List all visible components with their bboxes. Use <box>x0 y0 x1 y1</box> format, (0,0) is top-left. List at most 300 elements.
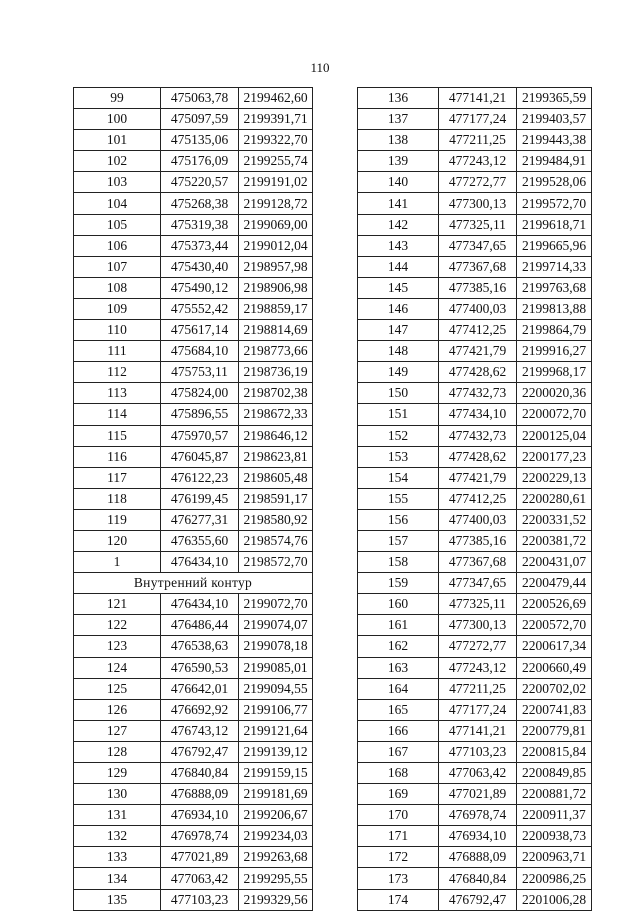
point-number-cell: 131 <box>74 805 161 826</box>
x-coordinate-cell: 475135,06 <box>161 130 239 151</box>
table-row <box>74 109 313 130</box>
y-coordinate-cell: 2199403,57 <box>517 109 592 130</box>
x-coordinate-cell: 477432,73 <box>439 383 517 404</box>
y-coordinate-cell: 2199094,55 <box>239 678 313 699</box>
x-coordinate-cell: 476642,01 <box>161 678 239 699</box>
y-coordinate-cell: 2200702,02 <box>517 678 592 699</box>
x-coordinate-cell: 476792,47 <box>161 741 239 762</box>
point-number-cell: 119 <box>74 509 161 530</box>
table-row <box>358 341 592 362</box>
table-row <box>74 383 313 404</box>
point-number-cell: 100 <box>74 109 161 130</box>
x-coordinate-cell: 477412,25 <box>439 488 517 509</box>
y-coordinate-cell: 2199074,07 <box>239 615 313 636</box>
y-coordinate-cell: 2199443,38 <box>517 130 592 151</box>
x-coordinate-cell: 477412,25 <box>439 320 517 341</box>
y-coordinate-cell: 2199078,18 <box>239 636 313 657</box>
y-coordinate-cell: 2199085,01 <box>239 657 313 678</box>
y-coordinate-cell: 2199714,33 <box>517 256 592 277</box>
x-coordinate-cell: 475268,38 <box>161 193 239 214</box>
table-row <box>358 678 592 699</box>
x-coordinate-cell: 477385,16 <box>439 530 517 551</box>
table-row <box>74 699 313 720</box>
y-coordinate-cell: 2200125,04 <box>517 425 592 446</box>
table-row <box>74 594 313 615</box>
point-number-cell: 133 <box>74 847 161 868</box>
point-number-cell: 173 <box>358 868 439 889</box>
table-row <box>74 298 313 319</box>
point-number-cell: 137 <box>358 109 439 130</box>
x-coordinate-cell: 476792,47 <box>439 889 517 910</box>
table-row <box>358 277 592 298</box>
y-coordinate-cell: 2199916,27 <box>517 341 592 362</box>
y-coordinate-cell: 2199391,71 <box>239 109 313 130</box>
point-number-cell: 108 <box>74 277 161 298</box>
point-number-cell: 125 <box>74 678 161 699</box>
table-row <box>74 530 313 551</box>
x-coordinate-cell: 476199,45 <box>161 488 239 509</box>
table-row <box>358 193 592 214</box>
y-coordinate-cell: 2200072,70 <box>517 404 592 425</box>
table-row <box>358 573 592 594</box>
table-row <box>74 847 313 868</box>
y-coordinate-cell: 2200431,07 <box>517 552 592 573</box>
y-coordinate-cell: 2199864,79 <box>517 320 592 341</box>
point-number-cell: 114 <box>74 404 161 425</box>
table-row <box>358 362 592 383</box>
x-coordinate-cell: 476840,84 <box>439 868 517 889</box>
x-coordinate-cell: 475220,57 <box>161 172 239 193</box>
point-number-cell: 124 <box>74 657 161 678</box>
table-row <box>74 362 313 383</box>
x-coordinate-cell: 477141,21 <box>439 720 517 741</box>
table-row <box>358 320 592 341</box>
point-number-cell: 128 <box>74 741 161 762</box>
point-number-cell: 152 <box>358 425 439 446</box>
x-coordinate-cell: 475373,44 <box>161 235 239 256</box>
point-number-cell: 130 <box>74 784 161 805</box>
x-coordinate-cell: 475824,00 <box>161 383 239 404</box>
x-coordinate-cell: 477385,16 <box>439 277 517 298</box>
x-coordinate-cell: 477434,10 <box>439 404 517 425</box>
y-coordinate-cell: 2200815,84 <box>517 741 592 762</box>
table-row <box>74 488 313 509</box>
point-number-cell: 169 <box>358 784 439 805</box>
x-coordinate-cell: 475319,38 <box>161 214 239 235</box>
point-number-cell: 151 <box>358 404 439 425</box>
y-coordinate-cell: 2199295,55 <box>239 868 313 889</box>
point-number-cell: 109 <box>74 298 161 319</box>
point-number-cell: 155 <box>358 488 439 509</box>
table-row <box>74 425 313 446</box>
point-number-cell: 174 <box>358 889 439 910</box>
table-row <box>358 404 592 425</box>
y-coordinate-cell: 2198672,33 <box>239 404 313 425</box>
point-number-cell: 162 <box>358 636 439 657</box>
y-coordinate-cell: 2199121,64 <box>239 720 313 741</box>
x-coordinate-cell: 476045,87 <box>161 446 239 467</box>
point-number-cell: 126 <box>74 699 161 720</box>
y-coordinate-cell: 2200779,81 <box>517 720 592 741</box>
y-coordinate-cell: 2198591,17 <box>239 488 313 509</box>
point-number-cell: 145 <box>358 277 439 298</box>
y-coordinate-cell: 2200849,85 <box>517 763 592 784</box>
table-row <box>358 235 592 256</box>
y-coordinate-cell: 2200986,25 <box>517 868 592 889</box>
coordinates-table-left <box>73 87 313 911</box>
point-number-cell: 168 <box>358 763 439 784</box>
y-coordinate-cell: 2200177,23 <box>517 446 592 467</box>
y-coordinate-cell: 2198574,76 <box>239 530 313 551</box>
y-coordinate-cell: 2200572,70 <box>517 615 592 636</box>
x-coordinate-cell: 477367,68 <box>439 256 517 277</box>
point-number-cell: 146 <box>358 298 439 319</box>
x-coordinate-cell: 475097,59 <box>161 109 239 130</box>
x-coordinate-cell: 477347,65 <box>439 573 517 594</box>
point-number-cell: 122 <box>74 615 161 636</box>
y-coordinate-cell: 2200963,71 <box>517 847 592 868</box>
table-row <box>74 214 313 235</box>
point-number-cell: 170 <box>358 805 439 826</box>
table-row <box>358 130 592 151</box>
table-row <box>358 868 592 889</box>
table-row <box>358 594 592 615</box>
point-number-cell: 147 <box>358 320 439 341</box>
x-coordinate-cell: 476590,53 <box>161 657 239 678</box>
table-row <box>74 130 313 151</box>
y-coordinate-cell: 2201006,28 <box>517 889 592 910</box>
point-number-cell: 110 <box>74 320 161 341</box>
x-coordinate-cell: 477177,24 <box>439 699 517 720</box>
y-coordinate-cell: 2199234,03 <box>239 826 313 847</box>
point-number-cell: 127 <box>74 720 161 741</box>
table-row <box>74 784 313 805</box>
point-number-cell: 154 <box>358 467 439 488</box>
x-coordinate-cell: 477421,79 <box>439 467 517 488</box>
x-coordinate-cell: 476486,44 <box>161 615 239 636</box>
table-row <box>358 214 592 235</box>
y-coordinate-cell: 2199813,88 <box>517 298 592 319</box>
x-coordinate-cell: 477272,77 <box>439 636 517 657</box>
y-coordinate-cell: 2200741,83 <box>517 699 592 720</box>
x-coordinate-cell: 476277,31 <box>161 509 239 530</box>
y-coordinate-cell: 2198646,12 <box>239 425 313 446</box>
table-row <box>74 172 313 193</box>
point-number-cell: 106 <box>74 235 161 256</box>
table-row <box>358 784 592 805</box>
y-coordinate-cell: 2198702,38 <box>239 383 313 404</box>
table-row <box>74 320 313 341</box>
table-row <box>358 151 592 172</box>
y-coordinate-cell: 2198957,98 <box>239 256 313 277</box>
table-row <box>358 509 592 530</box>
section-heading: Внутренний контур <box>74 573 313 594</box>
point-number-cell: 166 <box>358 720 439 741</box>
y-coordinate-cell: 2198773,66 <box>239 341 313 362</box>
point-number-cell: 101 <box>74 130 161 151</box>
y-coordinate-cell: 2199329,56 <box>239 889 313 910</box>
point-number-cell: 157 <box>358 530 439 551</box>
x-coordinate-cell: 476978,74 <box>161 826 239 847</box>
x-coordinate-cell: 477428,62 <box>439 362 517 383</box>
table-row <box>74 889 313 910</box>
table-row <box>358 636 592 657</box>
table-row <box>74 636 313 657</box>
y-coordinate-cell: 2199763,68 <box>517 277 592 298</box>
table-row <box>74 826 313 847</box>
x-coordinate-cell: 477021,89 <box>439 784 517 805</box>
y-coordinate-cell: 2199159,15 <box>239 763 313 784</box>
y-coordinate-cell: 2200280,61 <box>517 488 592 509</box>
y-coordinate-cell: 2198736,19 <box>239 362 313 383</box>
point-number-cell: 160 <box>358 594 439 615</box>
y-coordinate-cell: 2199665,96 <box>517 235 592 256</box>
table-row <box>358 699 592 720</box>
x-coordinate-cell: 477243,12 <box>439 151 517 172</box>
table-row <box>74 678 313 699</box>
y-coordinate-cell: 2199255,74 <box>239 151 313 172</box>
table-row <box>358 172 592 193</box>
table-row <box>358 425 592 446</box>
table-row <box>74 256 313 277</box>
point-number-cell: 99 <box>74 88 161 109</box>
table-row <box>74 720 313 741</box>
y-coordinate-cell: 2199484,91 <box>517 151 592 172</box>
point-number-cell: 116 <box>74 446 161 467</box>
point-number-cell: 164 <box>358 678 439 699</box>
point-number-cell: 134 <box>74 868 161 889</box>
x-coordinate-cell: 476978,74 <box>439 805 517 826</box>
page-number: 110 <box>310 60 330 75</box>
point-number-cell: 139 <box>358 151 439 172</box>
table-row <box>74 404 313 425</box>
y-coordinate-cell: 2199072,70 <box>239 594 313 615</box>
point-number-cell: 105 <box>74 214 161 235</box>
table-row <box>74 741 313 762</box>
y-coordinate-cell: 2198859,17 <box>239 298 313 319</box>
table-row <box>358 88 592 109</box>
table-row <box>358 847 592 868</box>
x-coordinate-cell: 476888,09 <box>439 847 517 868</box>
table-row <box>358 552 592 573</box>
x-coordinate-cell: 477400,03 <box>439 298 517 319</box>
point-number-cell: 149 <box>358 362 439 383</box>
y-coordinate-cell: 2200479,44 <box>517 573 592 594</box>
point-number-cell: 153 <box>358 446 439 467</box>
y-coordinate-cell: 2200660,49 <box>517 657 592 678</box>
y-coordinate-cell: 2199572,70 <box>517 193 592 214</box>
x-coordinate-cell: 477272,77 <box>439 172 517 193</box>
y-coordinate-cell: 2198623,81 <box>239 446 313 467</box>
point-number-cell: 118 <box>74 488 161 509</box>
point-number-cell: 144 <box>358 256 439 277</box>
y-coordinate-cell: 2198580,92 <box>239 509 313 530</box>
point-number-cell: 117 <box>74 467 161 488</box>
y-coordinate-cell: 2200911,37 <box>517 805 592 826</box>
x-coordinate-cell: 477103,23 <box>439 741 517 762</box>
x-coordinate-cell: 476434,10 <box>161 594 239 615</box>
x-coordinate-cell: 475684,10 <box>161 341 239 362</box>
x-coordinate-cell: 475896,55 <box>161 404 239 425</box>
y-coordinate-cell: 2199968,17 <box>517 362 592 383</box>
table-row <box>74 615 313 636</box>
table-row <box>358 298 592 319</box>
point-number-cell: 121 <box>74 594 161 615</box>
x-coordinate-cell: 477325,11 <box>439 214 517 235</box>
table-row <box>358 826 592 847</box>
y-coordinate-cell: 2199263,68 <box>239 847 313 868</box>
table-row <box>74 446 313 467</box>
point-number-cell: 141 <box>358 193 439 214</box>
x-coordinate-cell: 477103,23 <box>161 889 239 910</box>
table-row <box>358 889 592 910</box>
x-coordinate-cell: 476434,10 <box>161 552 239 573</box>
x-coordinate-cell: 476934,10 <box>161 805 239 826</box>
y-coordinate-cell: 2199181,69 <box>239 784 313 805</box>
y-coordinate-cell: 2199069,00 <box>239 214 313 235</box>
point-number-cell: 115 <box>74 425 161 446</box>
x-coordinate-cell: 476122,23 <box>161 467 239 488</box>
y-coordinate-cell: 2198906,98 <box>239 277 313 298</box>
y-coordinate-cell: 2199139,12 <box>239 741 313 762</box>
point-number-cell: 107 <box>74 256 161 277</box>
table-row <box>74 277 313 298</box>
table-row <box>358 383 592 404</box>
point-number-cell: 1 <box>74 552 161 573</box>
x-coordinate-cell: 477428,62 <box>439 446 517 467</box>
y-coordinate-cell: 2199618,71 <box>517 214 592 235</box>
x-coordinate-cell: 477141,21 <box>439 88 517 109</box>
point-number-cell: 113 <box>74 383 161 404</box>
point-number-cell: 138 <box>358 130 439 151</box>
point-number-cell: 163 <box>358 657 439 678</box>
table-row <box>74 552 313 573</box>
table-row <box>358 467 592 488</box>
y-coordinate-cell: 2199191,02 <box>239 172 313 193</box>
table-row <box>74 193 313 214</box>
x-coordinate-cell: 477347,65 <box>439 235 517 256</box>
point-number-cell: 136 <box>358 88 439 109</box>
table-row <box>74 805 313 826</box>
point-number-cell: 172 <box>358 847 439 868</box>
table-row <box>74 868 313 889</box>
table-row <box>358 657 592 678</box>
section-row <box>74 573 313 594</box>
table-row <box>358 741 592 762</box>
y-coordinate-cell: 2200331,52 <box>517 509 592 530</box>
point-number-cell: 165 <box>358 699 439 720</box>
table-row <box>358 109 592 130</box>
x-coordinate-cell: 475970,57 <box>161 425 239 446</box>
x-coordinate-cell: 477432,73 <box>439 425 517 446</box>
y-coordinate-cell: 2200617,34 <box>517 636 592 657</box>
table-row <box>74 763 313 784</box>
point-number-cell: 158 <box>358 552 439 573</box>
x-coordinate-cell: 477300,13 <box>439 193 517 214</box>
table-row <box>358 615 592 636</box>
x-coordinate-cell: 476840,84 <box>161 763 239 784</box>
table-row <box>74 235 313 256</box>
y-coordinate-cell: 2199322,70 <box>239 130 313 151</box>
table-row <box>358 530 592 551</box>
x-coordinate-cell: 477211,25 <box>439 678 517 699</box>
y-coordinate-cell: 2199128,72 <box>239 193 313 214</box>
point-number-cell: 104 <box>74 193 161 214</box>
x-coordinate-cell: 477243,12 <box>439 657 517 678</box>
y-coordinate-cell: 2200020,36 <box>517 383 592 404</box>
y-coordinate-cell: 2200938,73 <box>517 826 592 847</box>
table-row <box>74 88 313 109</box>
x-coordinate-cell: 476888,09 <box>161 784 239 805</box>
point-number-cell: 135 <box>74 889 161 910</box>
x-coordinate-cell: 477367,68 <box>439 552 517 573</box>
point-number-cell: 103 <box>74 172 161 193</box>
y-coordinate-cell: 2198605,48 <box>239 467 313 488</box>
point-number-cell: 148 <box>358 341 439 362</box>
x-coordinate-cell: 477177,24 <box>439 109 517 130</box>
x-coordinate-cell: 477063,42 <box>161 868 239 889</box>
table-row <box>74 509 313 530</box>
table-row <box>358 256 592 277</box>
x-coordinate-cell: 477400,03 <box>439 509 517 530</box>
point-number-cell: 167 <box>358 741 439 762</box>
y-coordinate-cell: 2199106,77 <box>239 699 313 720</box>
x-coordinate-cell: 476692,92 <box>161 699 239 720</box>
point-number-cell: 112 <box>74 362 161 383</box>
y-coordinate-cell: 2199206,67 <box>239 805 313 826</box>
x-coordinate-cell: 476934,10 <box>439 826 517 847</box>
table-row <box>74 467 313 488</box>
table-row <box>74 151 313 172</box>
y-coordinate-cell: 2198814,69 <box>239 320 313 341</box>
point-number-cell: 111 <box>74 341 161 362</box>
point-number-cell: 120 <box>74 530 161 551</box>
point-number-cell: 132 <box>74 826 161 847</box>
table-row <box>358 805 592 826</box>
table-row <box>358 488 592 509</box>
point-number-cell: 150 <box>358 383 439 404</box>
x-coordinate-cell: 475490,12 <box>161 277 239 298</box>
y-coordinate-cell: 2198572,70 <box>239 552 313 573</box>
point-number-cell: 171 <box>358 826 439 847</box>
point-number-cell: 140 <box>358 172 439 193</box>
x-coordinate-cell: 477063,42 <box>439 763 517 784</box>
point-number-cell: 161 <box>358 615 439 636</box>
x-coordinate-cell: 476355,60 <box>161 530 239 551</box>
x-coordinate-cell: 477300,13 <box>439 615 517 636</box>
point-number-cell: 129 <box>74 763 161 784</box>
table-row <box>74 657 313 678</box>
table-row <box>358 446 592 467</box>
point-number-cell: 156 <box>358 509 439 530</box>
y-coordinate-cell: 2200526,69 <box>517 594 592 615</box>
y-coordinate-cell: 2200229,13 <box>517 467 592 488</box>
point-number-cell: 143 <box>358 235 439 256</box>
x-coordinate-cell: 475430,40 <box>161 256 239 277</box>
x-coordinate-cell: 475552,42 <box>161 298 239 319</box>
y-coordinate-cell: 2199462,60 <box>239 88 313 109</box>
point-number-cell: 102 <box>74 151 161 172</box>
y-coordinate-cell: 2200881,72 <box>517 784 592 805</box>
x-coordinate-cell: 476743,12 <box>161 720 239 741</box>
point-number-cell: 123 <box>74 636 161 657</box>
y-coordinate-cell: 2199365,59 <box>517 88 592 109</box>
x-coordinate-cell: 477021,89 <box>161 847 239 868</box>
point-number-cell: 142 <box>358 214 439 235</box>
x-coordinate-cell: 475753,11 <box>161 362 239 383</box>
table-row <box>74 341 313 362</box>
x-coordinate-cell: 475063,78 <box>161 88 239 109</box>
